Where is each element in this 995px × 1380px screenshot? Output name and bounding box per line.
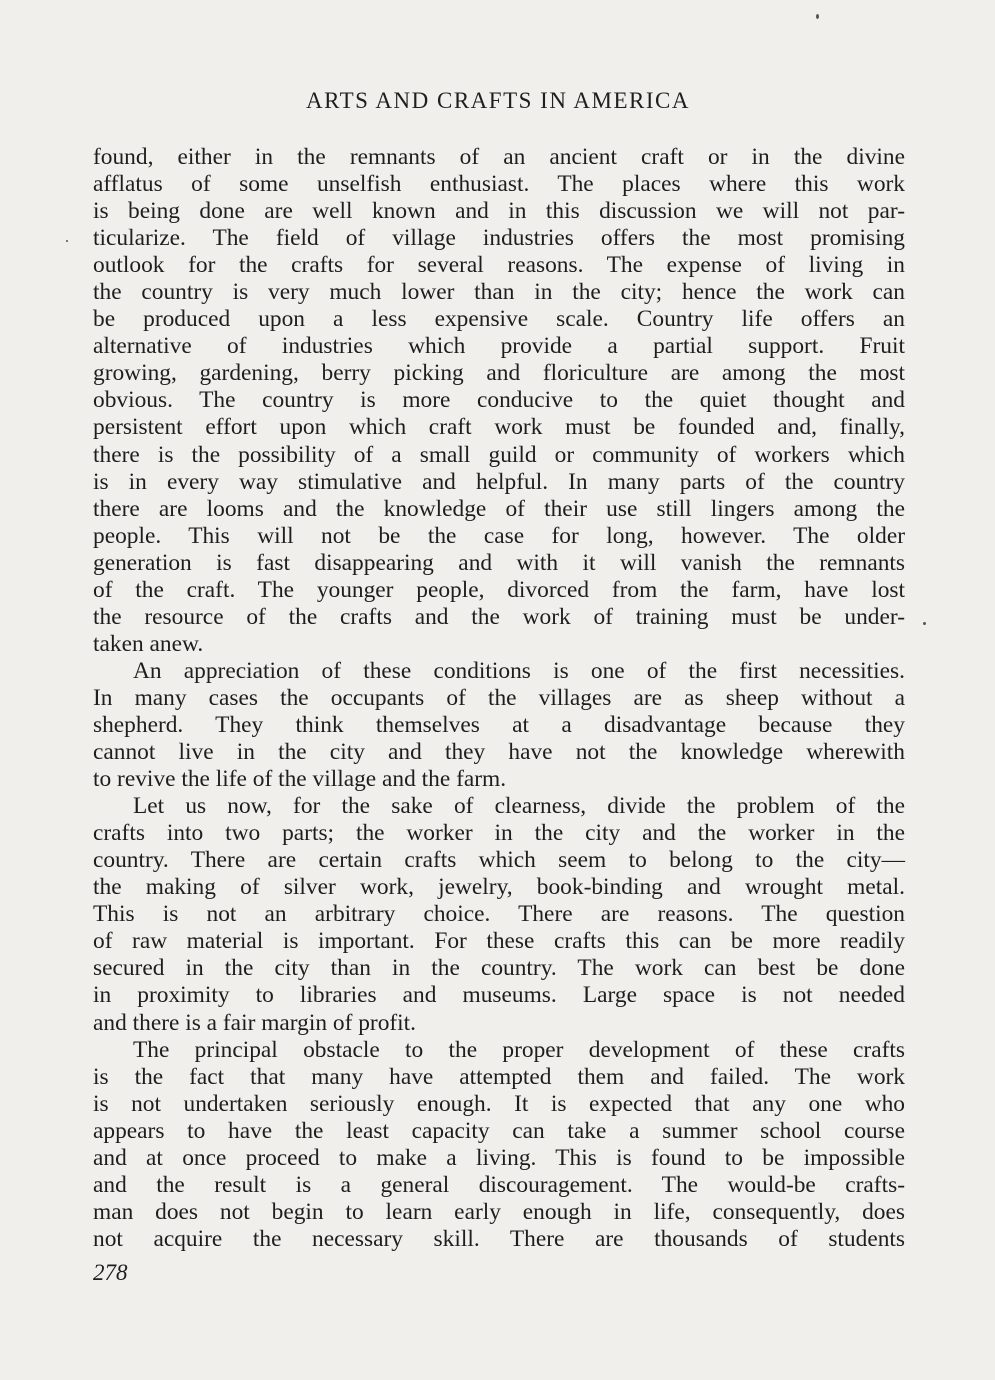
paragraph bbox=[93, 658, 905, 793]
text-line: of raw material is important. For these crafts this can be more readily bbox=[93, 928, 905, 955]
text-line: alternative of industries which provide a partial support. Fruit bbox=[93, 333, 905, 360]
text-line: crafts into two parts; the worker in the city and the worker in the bbox=[93, 820, 905, 847]
text-line: and there is a fair margin of profit. bbox=[93, 1009, 417, 1036]
text-line: generation is fast disappearing and with it will vanish the remnants bbox=[93, 549, 905, 576]
text-line: there is the possibility of a small guild or community of workers which bbox=[93, 441, 905, 468]
text-line: cannot live in the city and they have not the knowledge wherewith bbox=[93, 739, 905, 766]
ink-speck bbox=[923, 622, 926, 625]
text-line: people. This will not be the case for long, however. The older bbox=[93, 522, 905, 549]
text-line: there are looms and the knowledge of their use still lingers among the bbox=[93, 495, 905, 522]
page-number: 278 bbox=[93, 1260, 128, 1285]
text-line: is being done are well known and in this discussion we will not par- bbox=[93, 198, 905, 225]
text-line: This is not an arbitrary choice. There are reasons. The question bbox=[93, 901, 905, 928]
text-line: not acquire the necessary skill. There are thousands of students bbox=[93, 1225, 905, 1252]
paragraph bbox=[93, 144, 905, 658]
body-text bbox=[93, 144, 905, 1253]
text-line: growing, gardening, berry picking and floriculture are among the most bbox=[93, 360, 905, 387]
text-line: is the fact that many have attempted them and failed. The work bbox=[93, 1063, 905, 1090]
text-line: man does not begin to learn early enough in life, consequently, does bbox=[93, 1198, 905, 1225]
text-line: In many cases the occupants of the villages are as sheep without a bbox=[93, 684, 905, 711]
text-line: shepherd. They think themselves at a disadvantage because they bbox=[93, 711, 905, 738]
paragraph bbox=[93, 793, 905, 1036]
text-line: ticularize. The field of village industries offers the most promising bbox=[93, 225, 905, 252]
text-line: is in every way stimulative and helpful. In many parts of the country bbox=[93, 468, 905, 495]
text-line: the making of silver work, jewelry, book-binding and wrought metal. bbox=[93, 874, 905, 901]
text-line: taken anew. bbox=[93, 630, 204, 657]
text-line: is not undertaken seriously enough. It is expected that any one who bbox=[93, 1090, 905, 1117]
text-line: outlook for the crafts for several reasons. The expense of living in bbox=[93, 252, 905, 279]
text-line: Let us now, for the sake of clearness, divide the problem of the bbox=[133, 793, 905, 820]
text-line: afflatus of some unselfish enthusiast. The places where this work bbox=[93, 171, 905, 198]
text-line: country. There are certain crafts which seem to belong to the city— bbox=[93, 847, 905, 874]
ink-speck bbox=[66, 240, 68, 242]
text-line: of the craft. The younger people, divorced from the farm, have lost bbox=[93, 576, 905, 603]
text-line: obvious. The country is more conducive to the quiet thought and bbox=[93, 387, 905, 414]
text-line: found, either in the remnants of an ancient craft or in the divine bbox=[93, 144, 905, 170]
text-line: the country is very much lower than in the city; hence the work can bbox=[93, 279, 905, 306]
text-line: persistent effort upon which craft work must be founded and, finally, bbox=[93, 414, 905, 441]
text-line: to revive the life of the village and the farm. bbox=[93, 766, 507, 793]
text-line: be produced upon a less expensive scale. Country life offers an bbox=[93, 306, 905, 333]
text-line: An appreciation of these conditions is one of the first necessities. bbox=[133, 657, 905, 684]
paragraph bbox=[93, 1037, 905, 1253]
text-line: secured in the city than in the country. The work can best be done bbox=[93, 955, 905, 982]
text-line: in proximity to libraries and museums. Large space is not needed bbox=[93, 982, 905, 1009]
ink-speck bbox=[816, 14, 819, 19]
text-line: and at once proceed to make a living. This is found to be impossible bbox=[93, 1144, 905, 1171]
running-head: ARTS AND CRAFTS IN AMERICA bbox=[306, 88, 690, 113]
text-line: and the result is a general discouragement. The would-be crafts- bbox=[93, 1171, 905, 1198]
text-line: the resource of the crafts and the work of training must be under- bbox=[93, 603, 905, 630]
text-line: The principal obstacle to the proper development of these crafts bbox=[133, 1036, 905, 1063]
text-line: appears to have the least capacity can take a summer school course bbox=[93, 1117, 905, 1144]
